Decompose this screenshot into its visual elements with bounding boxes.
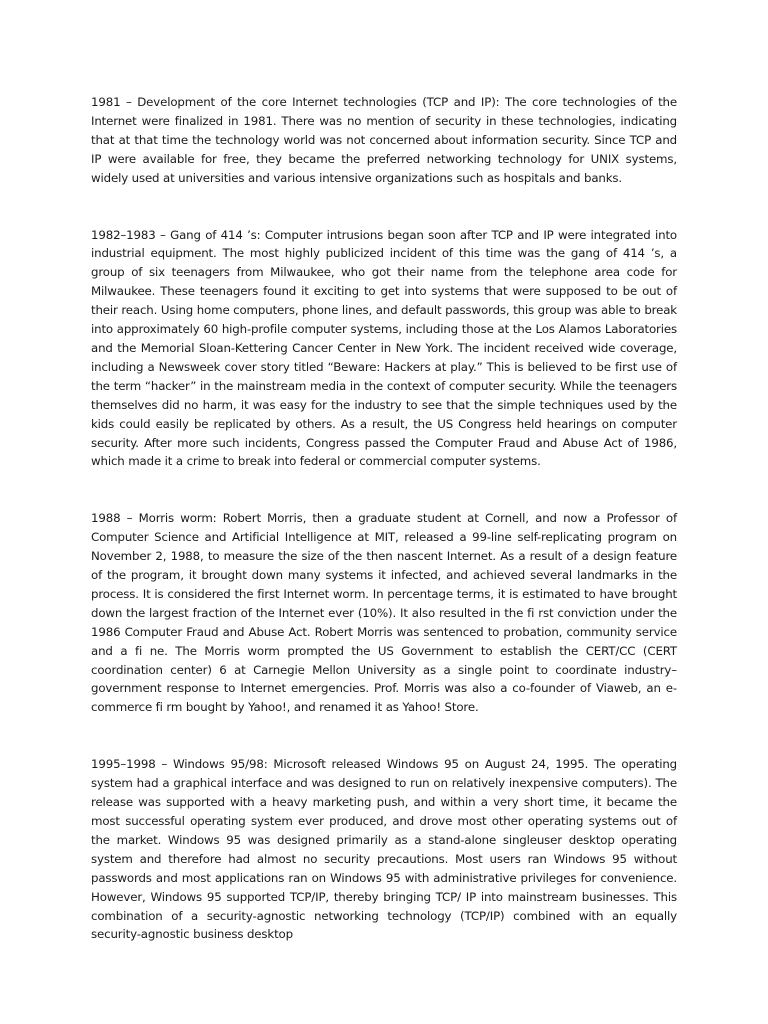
paragraph-1988-morris-worm: 1988 – Morris worm: Robert Morris, then a graduate student at Cornell, and now a Professor of Computer Science and Artificial Intelligence at MIT, released a 99-line self-replicating program on November 2, 1988, to measure the size of the then nascent Internet. As a result of a design feature of the program, it brought down many systems it infected, and achieved several landmarks in the process. It is considered the first Internet worm. In percentage terms, it is estimated to have brought down the largest fraction of the Internet ever (10%). It also resulted in the fi rst conviction under the 1986 Computer Fraud and Abuse Act. Robert Morris was sentenced to probation, community service and a fi ne. The Morris worm prompted the US Government to establish the CERT/CC (CERT coordination center) 6 at Carnegie Mellon University as a single point to coordinate industry–government response to Internet emergencies. Prof. Morris was also a co-founder of Viaweb, an e-commerce fi rm bought by Yahoo!, and renamed it as Yahoo! Store. [91, 511, 677, 715]
paragraph-1995-windows-95: 1995–1998 – Windows 95/98: Microsoft released Windows 95 on August 24, 1995. The operating system had a graphical interface and was designed to run on relatively inexpensive computers). The release was supported with a heavy marketing push, and within a very short time, it became the most successful operating system ever produced, and drove most other operating systems out of the market. Windows 95 was designed primarily as a stand-alone singleuser desktop operating system and therefore had almost no security precautions. Most users ran Windows 95 without passwords and most applications ran on Windows 95 with administrative privileges for convenience. However, Windows 95 supported TCP/IP, thereby bringing TCP/ IP into mainstream businesses. This combination of a security-agnostic networking technology (TCP/IP) combined with an equally security-agnostic business desktop [91, 757, 677, 942]
paragraph-spacer [91, 188, 677, 226]
paragraph-spacer [91, 717, 677, 755]
paragraph-1981-tcp-ip: 1981 – Development of the core Internet technologies (TCP and IP): The core technologies of the Internet were finalized in 1981. There was no mention of security in these technologies, indicating that at that time the technology world was not concerned about information security. Since TCP and IP were available for free, they became the preferred networking technology for UNIX systems, widely used at universities and various intensive organizations such as hospitals and banks. [91, 95, 677, 185]
paragraph-1982-gang-of-414: 1982–1983 – Gang of 414 ’s: Computer intrusions began soon after TCP and IP were integrated into industrial equipment. The most highly publicized incident of this time was the gang of 414 ’s, a group of six teenagers from Milwaukee, who got their name from the telephone area code for Milwaukee. These teenagers found it exciting to get into systems that were supposed to be out of their reach. Using home computers, phone lines, and default passwords, this group was able to break into approximately 60 high-profile computer systems, including those at the Los Alamos Laboratories and the Memorial Sloan-Kettering Cancer Center in New York. The incident received wide coverage, including a Newsweek cover story titled “Beware: Hackers at play.” This is believed to be first use of the term “hacker” in the mainstream media in the context of computer security. While the teenagers themselves did no harm, it was easy for the industry to see that the simple techniques used by the kids could easily be replicated by others. As a result, the US Congress held hearings on computer security. After more such incidents, Congress passed the Computer Fraud and Abuse Act of 1986, which made it a crime to break into federal or commercial computer systems. [91, 227, 677, 469]
paragraph-spacer [91, 471, 677, 509]
document-page [91, 93, 677, 944]
